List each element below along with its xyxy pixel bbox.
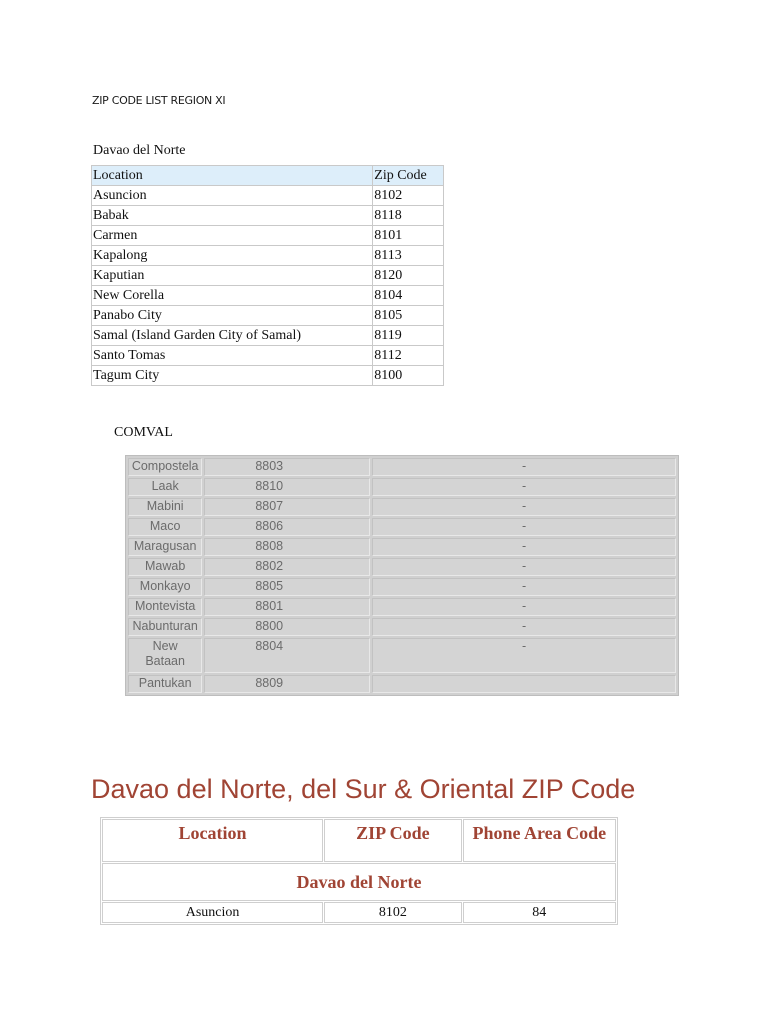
table-row <box>92 286 444 306</box>
table-row <box>92 246 444 266</box>
zip-cell: 8807 <box>204 498 370 516</box>
zip-cell: 8102 <box>324 902 461 923</box>
table-row <box>128 618 676 636</box>
phone-cell: - <box>372 538 676 556</box>
table-header-row <box>92 166 444 186</box>
phone-cell: - <box>372 498 676 516</box>
zip-cell: 8802 <box>204 558 370 576</box>
zip-cell: 8104 <box>373 286 444 306</box>
location-cell: Compostela <box>128 458 202 476</box>
location-cell: Maco <box>128 518 202 536</box>
location-cell: Mabini <box>128 498 202 516</box>
phone-cell: - <box>372 578 676 596</box>
zip-cell: 8119 <box>373 326 444 346</box>
column-header-zip: Zip Code <box>373 166 444 186</box>
location-cell: Asuncion <box>92 186 373 206</box>
location-cell: Pantukan <box>128 675 202 693</box>
table-row <box>128 638 676 673</box>
phone-cell: - <box>372 598 676 616</box>
table-row <box>92 306 444 326</box>
zip-cell: 8810 <box>204 478 370 496</box>
location-cell: Kapalong <box>92 246 373 266</box>
location-cell: Babak <box>92 206 373 226</box>
phone-cell: - <box>372 478 676 496</box>
table-row <box>128 478 676 496</box>
column-header-phone: Phone Area Code <box>463 819 616 862</box>
phone-cell: - <box>372 518 676 536</box>
table-row <box>128 558 676 576</box>
location-cell: Montevista <box>128 598 202 616</box>
phone-cell: - <box>372 638 676 673</box>
table-row <box>128 458 676 476</box>
location-cell: Samal (Island Garden City of Samal) <box>92 326 373 346</box>
zip-cell: 8100 <box>373 366 444 386</box>
table-row <box>92 186 444 206</box>
table-subheader-row <box>102 863 616 901</box>
location-cell: Kaputian <box>92 266 373 286</box>
location-cell: New Corella <box>92 286 373 306</box>
zip-cell: 8805 <box>204 578 370 596</box>
zip-cell: 8800 <box>204 618 370 636</box>
zip-cell: 8118 <box>373 206 444 226</box>
zip-cell: 8801 <box>204 598 370 616</box>
phone-cell: - <box>372 558 676 576</box>
table-row <box>92 326 444 346</box>
column-header-location: Location <box>92 166 373 186</box>
table-row <box>128 518 676 536</box>
zip-cell: 8808 <box>204 538 370 556</box>
location-cell: Tagum City <box>92 366 373 386</box>
location-cell: Mawab <box>128 558 202 576</box>
zip-cell: 8113 <box>373 246 444 266</box>
column-header-zip: ZIP Code <box>324 819 461 862</box>
column-header-location: Location <box>102 819 323 862</box>
davao-zip-phone-table <box>100 817 618 925</box>
comval-zip-table <box>125 455 679 696</box>
location-cell: Santo Tomas <box>92 346 373 366</box>
section-caption-davao-del-norte: Davao del Norte <box>93 143 186 158</box>
table-row <box>128 538 676 556</box>
location-cell: Panabo City <box>92 306 373 326</box>
phone-cell <box>372 675 676 693</box>
location-line: Bataan <box>145 654 185 668</box>
zip-cell: 8102 <box>373 186 444 206</box>
table-row <box>102 902 616 923</box>
location-cell: Nabunturan <box>128 618 202 636</box>
zip-cell: 8806 <box>204 518 370 536</box>
location-cell <box>128 638 202 673</box>
table-row <box>92 266 444 286</box>
location-cell: Asuncion <box>102 902 323 923</box>
location-cell: Monkayo <box>128 578 202 596</box>
location-cell: Laak <box>128 478 202 496</box>
table-row <box>128 498 676 516</box>
zip-cell: 8809 <box>204 675 370 693</box>
zip-cell: 8105 <box>373 306 444 326</box>
table-row <box>128 578 676 596</box>
section-caption-comval: COMVAL <box>114 425 173 440</box>
phone-cell: - <box>372 618 676 636</box>
zip-cell: 8804 <box>204 638 370 673</box>
phone-cell: 84 <box>463 902 616 923</box>
province-subheading: Davao del Norte <box>102 863 616 901</box>
zip-cell: 8120 <box>373 266 444 286</box>
davao-del-norte-zip-table <box>91 165 444 386</box>
table-row <box>92 346 444 366</box>
table-row <box>128 598 676 616</box>
zip-cell: 8112 <box>373 346 444 366</box>
table-row <box>128 675 676 693</box>
phone-cell: - <box>372 458 676 476</box>
document-title: ZIP CODE LIST REGION XI <box>92 94 226 107</box>
table-row <box>92 206 444 226</box>
table-row <box>92 366 444 386</box>
table-header-row <box>102 819 616 862</box>
section-heading: Davao del Norte, del Sur & Oriental ZIP Code <box>91 774 636 804</box>
zip-cell: 8803 <box>204 458 370 476</box>
location-line: New <box>152 639 178 653</box>
table-row <box>92 226 444 246</box>
location-cell: Carmen <box>92 226 373 246</box>
zip-cell: 8101 <box>373 226 444 246</box>
location-cell: Maragusan <box>128 538 202 556</box>
